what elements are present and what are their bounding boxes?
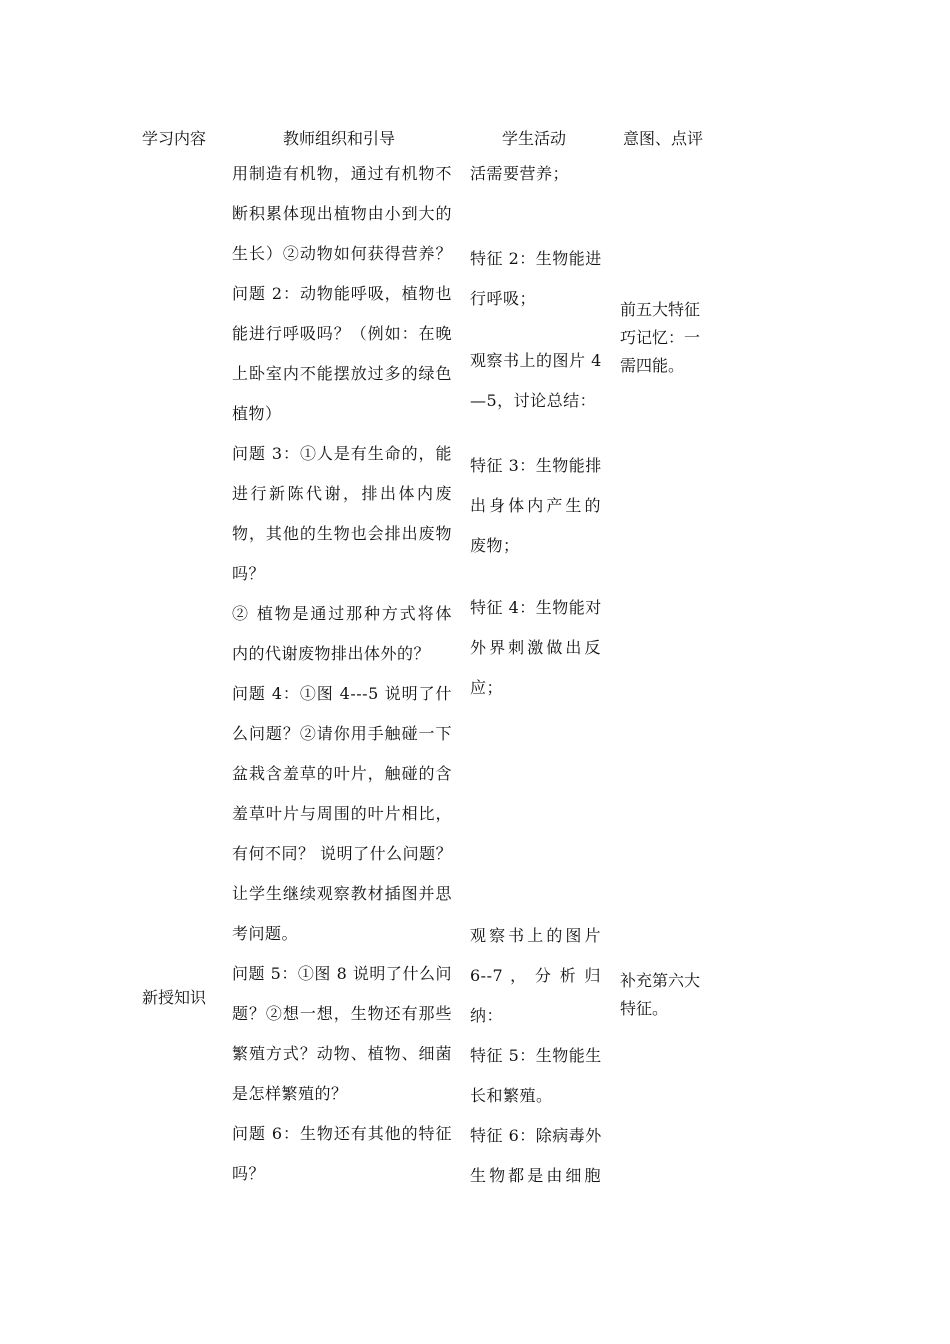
teacher-line: 考问题。 bbox=[232, 924, 299, 943]
student-column bbox=[470, 154, 601, 1196]
teacher-line: 有何不同？ 说明了什么问题？ bbox=[232, 844, 453, 863]
teacher-line: 让学生继续观察教材插图并思 bbox=[232, 884, 452, 903]
student-line: 出身体内产生的 bbox=[470, 496, 601, 515]
comment-line: 前五大特征 bbox=[620, 300, 701, 319]
header-comment: 意图、点评 bbox=[623, 129, 704, 148]
student-line: 行呼吸； bbox=[470, 289, 537, 308]
student-line: 纳： bbox=[470, 1006, 504, 1025]
teacher-line: 物，其他的生物也会排出废物 bbox=[232, 524, 452, 543]
teacher-line: 羞草叶片与周围的叶片相比， bbox=[232, 804, 452, 823]
teacher-line: 吗？ bbox=[232, 564, 266, 583]
comment-line: 特征。 bbox=[620, 999, 669, 1018]
student-line: 外界刺激做出反 bbox=[470, 638, 601, 657]
teacher-line: 繁殖方式？动物、植物、细菌 bbox=[232, 1044, 452, 1063]
comment-line: 需四能。 bbox=[620, 356, 685, 375]
student-line: 废物； bbox=[470, 536, 520, 555]
teacher-line: 么问题？②请你用手触碰一下 bbox=[232, 724, 452, 743]
student-line: 应； bbox=[470, 678, 504, 697]
student-line: 观察书上的图片 bbox=[470, 926, 601, 945]
student-line: 长和繁殖。 bbox=[470, 1086, 553, 1105]
student-line: 特征 3：生物能排 bbox=[470, 456, 602, 475]
teacher-line: 上卧室内不能摆放过多的绿色 bbox=[232, 364, 452, 383]
teacher-line: 盆栽含羞草的叶片，触碰的含 bbox=[232, 764, 452, 783]
student-line: 特征 4：生物能对 bbox=[470, 598, 602, 617]
teacher-column bbox=[232, 154, 452, 1194]
teacher-line: 能进行呼吸吗？（例如：在晚 bbox=[232, 324, 452, 343]
teacher-line: 问题 6：生物还有其他的特征 bbox=[232, 1124, 452, 1143]
teacher-line: 问题 3：①人是有生命的，能 bbox=[232, 444, 452, 463]
teacher-line: 问题 2：动物能呼吸，植物也 bbox=[232, 284, 452, 303]
teacher-line: 用制造有机物，通过有机物不 bbox=[232, 164, 452, 183]
teacher-line: 内的代谢废物排出体外的？ bbox=[232, 644, 431, 663]
comment-block-first bbox=[620, 296, 700, 380]
teacher-line: 生长）②动物如何获得营养？ bbox=[232, 244, 452, 263]
teacher-line: 问题 4：①图 4---5 说明了什 bbox=[232, 684, 452, 703]
header-student: 学生活动 bbox=[502, 129, 567, 148]
teacher-line: 吗？ bbox=[232, 1164, 266, 1183]
student-line: 特征 5：生物能生 bbox=[470, 1046, 602, 1065]
student-line: 特征 6：除病毒外 bbox=[470, 1126, 602, 1145]
teacher-line: 进行新陈代谢，排出体内废 bbox=[232, 484, 452, 503]
section-label: 新授知识 bbox=[142, 988, 207, 1007]
student-line: 生物都是由细胞 bbox=[470, 1166, 601, 1185]
teacher-line: 是怎样繁殖的？ bbox=[232, 1084, 348, 1103]
teacher-line: 题？②想一想，生物还有那些 bbox=[232, 1004, 452, 1023]
student-line: 特征 2：生物能进 bbox=[470, 249, 602, 268]
teacher-line: 断积累体现出植物由小到大的 bbox=[232, 204, 452, 223]
teacher-line: 植物） bbox=[232, 404, 282, 423]
teacher-line: 问题 5：①图 8 说明了什么问 bbox=[232, 964, 452, 983]
student-line: 观察书上的图片 4 bbox=[470, 351, 602, 370]
comment-line: 巧记忆：一 bbox=[620, 328, 701, 347]
student-line: —5，讨论总结： bbox=[470, 391, 597, 410]
comment-block-second bbox=[620, 967, 700, 1023]
student-line: 活需要营养； bbox=[470, 164, 570, 183]
header-content: 学习内容 bbox=[142, 129, 207, 148]
comment-line: 补充第六大 bbox=[620, 971, 701, 990]
student-line: 6--7 ， 分 析 归 bbox=[470, 966, 601, 985]
header-teacher: 教师组织和引导 bbox=[283, 129, 396, 148]
teacher-line: ② 植物是通过那种方式将体 bbox=[232, 604, 452, 623]
